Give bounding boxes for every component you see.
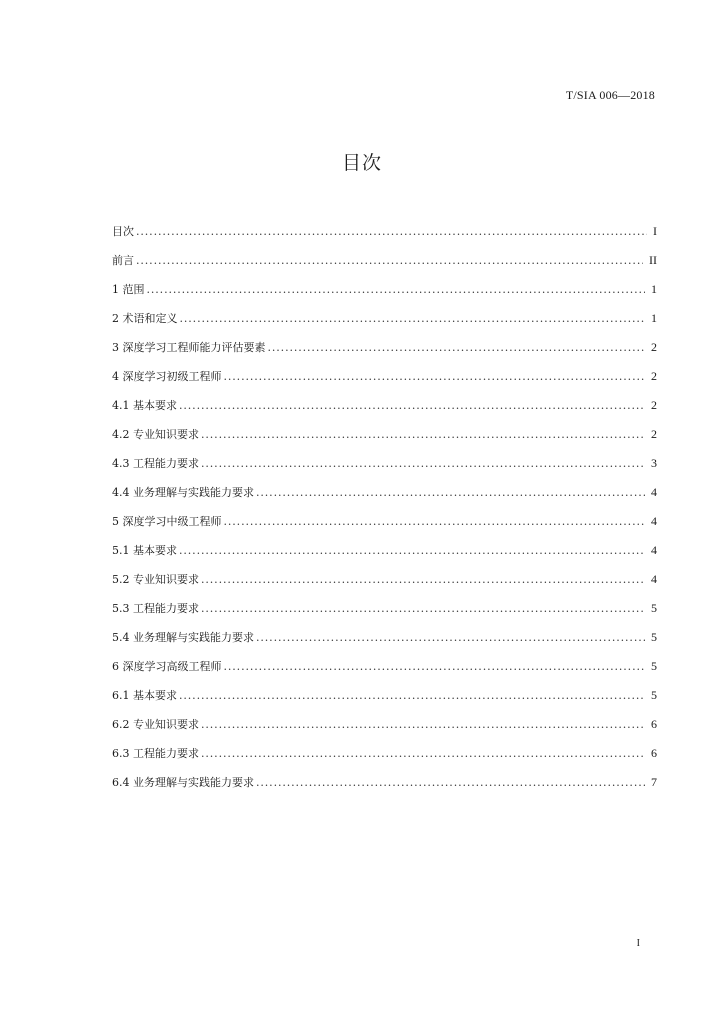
toc-entry-label: 6 深度学习高级工程师 (112, 660, 222, 673)
toc-dot-leader (201, 716, 645, 734)
toc-entry-page: 2 (651, 398, 657, 412)
toc-entry-page: 7 (651, 775, 657, 789)
toc-dot-leader (256, 774, 645, 792)
toc-entry-label: 4.4 业务理解与实践能力要求 (112, 486, 254, 499)
toc-entry-label: 1 范围 (112, 283, 145, 296)
toc-entry-label: 6.3 工程能力要求 (112, 747, 199, 760)
toc-entry[interactable] (112, 338, 657, 367)
toc-entry-label: 5.1 基本要求 (112, 544, 177, 557)
toc-entry-page: 5 (651, 630, 657, 644)
toc-dot-leader (147, 281, 646, 299)
toc-entry-label: 4.3 工程能力要求 (112, 457, 199, 470)
toc-entry[interactable] (112, 715, 657, 744)
toc-entry-label: 目次 (112, 225, 134, 238)
toc-dot-leader (179, 542, 645, 560)
toc-dot-leader (268, 339, 646, 357)
page-title: 目次 (341, 152, 382, 174)
toc-entry[interactable] (112, 251, 657, 280)
toc-entry-label: 5.2 专业知识要求 (112, 573, 199, 586)
toc-entry[interactable] (112, 367, 657, 396)
toc-dot-leader (136, 252, 643, 270)
toc-dot-leader (224, 658, 646, 676)
toc-entry-label: 4.1 基本要求 (112, 399, 177, 412)
toc-entry-page: 1 (651, 311, 657, 325)
toc-entry[interactable] (112, 657, 657, 686)
toc-entry[interactable] (112, 599, 657, 628)
toc-entry[interactable] (112, 686, 657, 715)
toc-dot-leader (180, 310, 646, 328)
toc-entry-page: 5 (651, 659, 657, 673)
toc-entry-label: 5.4 业务理解与实践能力要求 (112, 631, 254, 644)
toc-dot-leader (201, 600, 645, 618)
toc-entry[interactable] (112, 628, 657, 657)
toc-dot-leader (201, 745, 645, 763)
toc-entry[interactable] (112, 512, 657, 541)
toc-entry-page: II (649, 253, 657, 267)
toc-entry-page: 5 (651, 688, 657, 702)
toc-entry-page: 3 (651, 456, 657, 470)
toc-entry-label: 3 深度学习工程师能力评估要素 (112, 341, 266, 354)
toc-entry-page: I (653, 224, 657, 238)
toc-entry[interactable] (112, 309, 657, 338)
toc-entry-label: 5.3 工程能力要求 (112, 602, 199, 615)
toc-dot-leader (136, 223, 647, 241)
toc-entry-page: 6 (651, 717, 657, 731)
toc-entry-label: 6.2 专业知识要求 (112, 718, 199, 731)
toc-dot-leader (201, 571, 645, 589)
toc-entry-page: 4 (651, 543, 657, 557)
toc-entry[interactable] (112, 454, 657, 483)
toc-dot-leader (256, 484, 645, 502)
toc-entry[interactable] (112, 773, 657, 802)
toc-dot-leader (179, 397, 645, 415)
toc-entry-label: 5 深度学习中级工程师 (112, 515, 222, 528)
toc-entry[interactable] (112, 425, 657, 454)
toc-entry[interactable] (112, 483, 657, 512)
toc-entry-page: 4 (651, 572, 657, 586)
toc-entry-label: 4 深度学习初级工程师 (112, 370, 222, 383)
toc-entry-label: 前言 (112, 254, 134, 267)
toc-dot-leader (224, 513, 646, 531)
document-code: T/SIA 006—2018 (565, 88, 655, 102)
toc-entry[interactable] (112, 280, 657, 309)
toc-entry[interactable] (112, 744, 657, 773)
toc-entry[interactable] (112, 222, 657, 251)
toc-dot-leader (224, 368, 646, 386)
toc-entry-label: 4.2 专业知识要求 (112, 428, 199, 441)
footer-page-number: I (636, 938, 640, 949)
toc-entry-page: 4 (651, 514, 657, 528)
toc-dot-leader (256, 629, 645, 647)
toc-dot-leader (179, 687, 645, 705)
toc-entry-page: 1 (651, 282, 657, 296)
table-of-contents (112, 222, 657, 802)
toc-dot-leader (201, 426, 645, 444)
toc-dot-leader (201, 455, 645, 473)
toc-entry-page: 2 (651, 340, 657, 354)
toc-entry-page: 6 (651, 746, 657, 760)
toc-entry[interactable] (112, 570, 657, 599)
toc-entry-label: 2 术语和定义 (112, 312, 178, 325)
toc-entry[interactable] (112, 541, 657, 570)
toc-entry-page: 2 (651, 427, 657, 441)
toc-entry-label: 6.1 基本要求 (112, 689, 177, 702)
toc-entry-page: 5 (651, 601, 657, 615)
toc-entry[interactable] (112, 396, 657, 425)
toc-entry-label: 6.4 业务理解与实践能力要求 (112, 776, 254, 789)
toc-entry-page: 4 (651, 485, 657, 499)
toc-entry-page: 2 (651, 369, 657, 383)
